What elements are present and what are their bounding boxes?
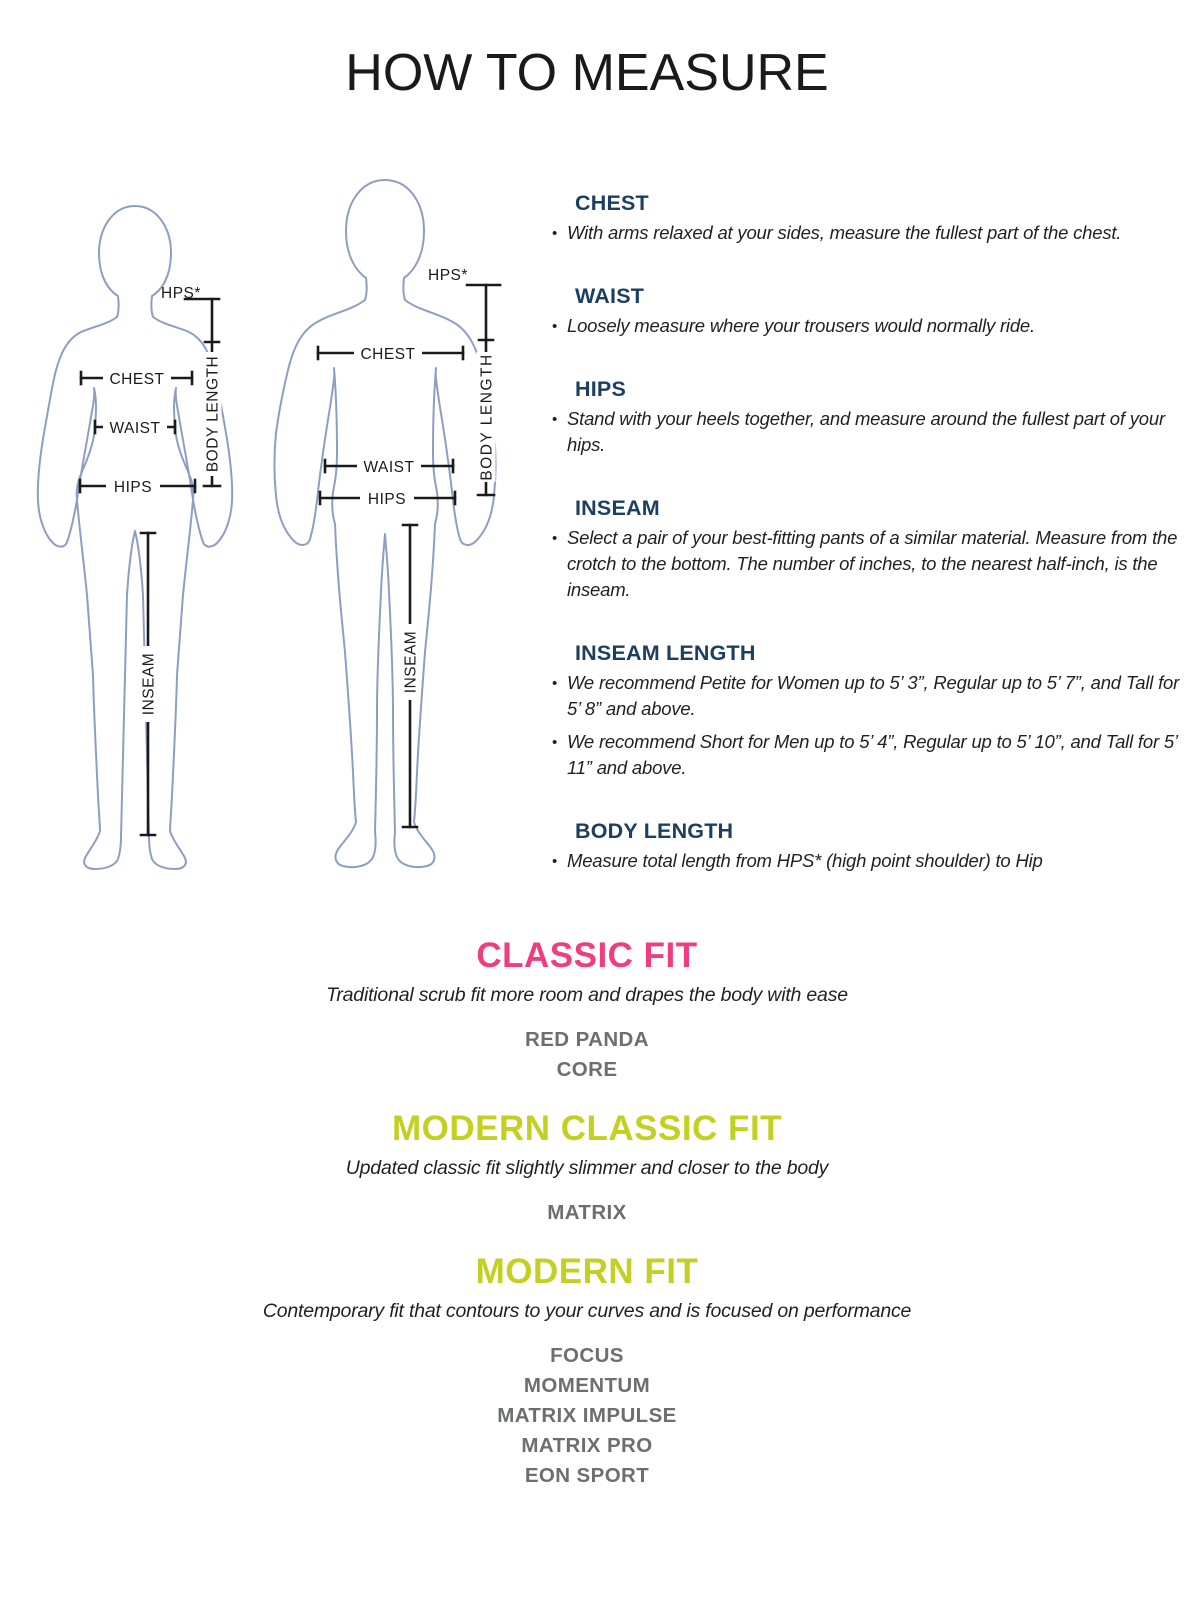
- section-body-length: [552, 818, 1180, 874]
- section-inseam-length-bullet-women: [552, 670, 1180, 722]
- fit-modern-products: [0, 1341, 1174, 1491]
- section-hips-bullet: [552, 406, 1180, 458]
- female-inseam-label: [139, 646, 158, 722]
- female-waist-label: [103, 418, 167, 437]
- section-inseam-heading: INSEAM: [575, 496, 660, 520]
- product-name: FOCUS: [550, 1344, 624, 1367]
- product-name: RED PANDA: [525, 1028, 649, 1051]
- product-name: MATRIX: [547, 1201, 627, 1224]
- product-name: CORE: [556, 1058, 618, 1081]
- fit-classic: [0, 938, 1174, 1085]
- section-inseam: [552, 495, 1180, 603]
- female-hps-label: HPS*: [161, 285, 201, 302]
- section-inseam-length-heading: INSEAM LENGTH: [575, 641, 756, 665]
- bullet-text: With arms relaxed at your sides, measure the fullest part of the chest.: [567, 222, 1122, 243]
- bullet-icon: •: [552, 675, 558, 692]
- bullet-text: Measure total length from HPS* (high point shoulder) to Hip: [567, 850, 1043, 871]
- svg-text:INSEAM: INSEAM: [140, 652, 158, 716]
- bullet-text: Stand with your heels together, and measure around the fullest part of your hips.: [567, 408, 1165, 455]
- section-body-length-heading: BODY LENGTH: [575, 819, 734, 843]
- male-hips-label: [360, 489, 414, 508]
- male-waist-label: [357, 457, 421, 476]
- male-hps-label: HPS*: [428, 267, 468, 284]
- bullet-icon: •: [552, 411, 558, 428]
- female-body-length-label: [203, 352, 222, 476]
- section-inseam-length-bullet-men: [552, 729, 1180, 781]
- section-waist: [552, 283, 1180, 339]
- section-waist-bullet: [552, 313, 1180, 339]
- fit-modern-classic-name: MODERN CLASSIC FIT: [391, 1109, 783, 1148]
- fit-modern-classic-description: Updated classic fit slightly slimmer and closer to the body: [345, 1157, 829, 1179]
- fit-classic-name: CLASSIC FIT: [476, 936, 698, 975]
- svg-text:CHEST: CHEST: [360, 346, 416, 363]
- female-hips-label: [106, 477, 160, 496]
- fit-modern-description: Contemporary fit that contours to your curves and is focused on performance: [262, 1300, 912, 1322]
- fit-classic-products: [0, 1025, 1174, 1085]
- product-name: MOMENTUM: [523, 1374, 651, 1397]
- product-name: EON SPORT: [524, 1464, 650, 1487]
- page-title: HOW TO MEASURE: [345, 44, 829, 102]
- svg-text:BODY LENGTH: BODY LENGTH: [478, 353, 496, 481]
- bullet-icon: •: [552, 734, 558, 751]
- section-chest-heading: CHEST: [575, 191, 649, 215]
- svg-text:HIPS: HIPS: [367, 491, 407, 508]
- section-body-length-bullet: [552, 848, 1180, 874]
- fit-modern-classic: [0, 1111, 1174, 1228]
- fit-classic-description: Traditional scrub fit more room and drapes the body with ease: [326, 984, 848, 1006]
- svg-text:WAIST: WAIST: [363, 459, 415, 476]
- male-figure-diagram: [265, 170, 515, 880]
- product-name: MATRIX PRO: [521, 1434, 653, 1457]
- bullet-icon: •: [552, 853, 558, 870]
- section-inseam-length: [552, 640, 1180, 781]
- male-inseam-label: [401, 624, 420, 700]
- svg-text:BODY LENGTH: BODY LENGTH: [204, 355, 222, 473]
- male-chest-label: [354, 344, 422, 363]
- svg-text:CHEST: CHEST: [109, 371, 165, 388]
- fit-modern-classic-products: [0, 1198, 1174, 1228]
- female-body-outline: [38, 206, 232, 869]
- measuring-instructions: [552, 190, 1180, 911]
- bullet-icon: •: [552, 225, 558, 242]
- section-chest-bullet: [552, 220, 1180, 246]
- female-chest-label: [103, 369, 171, 388]
- female-figure-diagram: [25, 195, 240, 875]
- product-name: MATRIX IMPULSE: [497, 1404, 677, 1427]
- fit-guide: [0, 938, 1174, 1491]
- section-inseam-bullet: [552, 525, 1180, 603]
- male-body-length-label: [477, 352, 496, 482]
- section-waist-heading: WAIST: [575, 284, 645, 308]
- bullet-text: We recommend Short for Men up to 5’ 4”, Regular up to 5’ 10”, and Tall for 5’ 11” and above.: [567, 731, 1177, 778]
- bullet-text: Loosely measure where your trousers would normally ride.: [567, 315, 1035, 336]
- svg-text:INSEAM: INSEAM: [402, 630, 420, 694]
- bullet-icon: •: [552, 530, 558, 547]
- fit-modern-name: MODERN FIT: [475, 1252, 699, 1291]
- svg-text:WAIST: WAIST: [109, 420, 161, 437]
- bullet-text: We recommend Petite for Women up to 5’ 3”, Regular up to 5’ 7”, and Tall for 5’ 8” and above.: [567, 672, 1180, 719]
- bullet-icon: •: [552, 318, 558, 335]
- bullet-text: Select a pair of your best-fitting pants of a similar material. Measure from the crotch to the bottom. The number of inches, to the nearest half-inch, is the inseam.: [567, 527, 1178, 600]
- section-chest: [552, 190, 1180, 246]
- svg-text:HIPS: HIPS: [113, 479, 153, 496]
- section-hips-heading: HIPS: [575, 377, 626, 401]
- fit-modern: [0, 1254, 1174, 1491]
- section-hips: [552, 376, 1180, 458]
